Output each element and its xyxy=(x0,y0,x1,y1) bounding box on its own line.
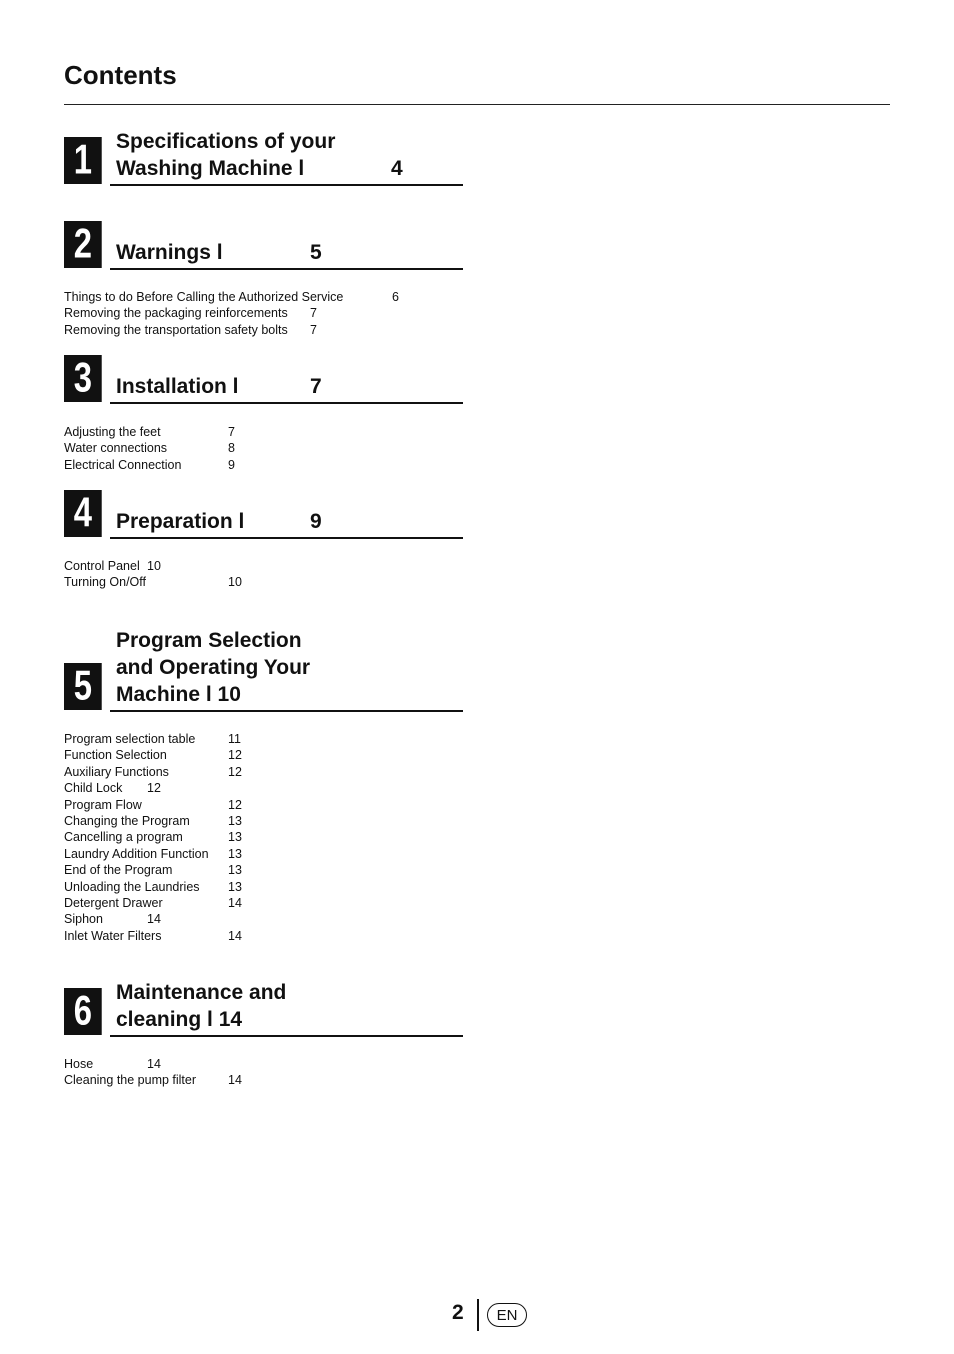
section-number-badge: 3 xyxy=(64,355,102,402)
section-divider xyxy=(110,537,463,539)
footer-page-number: 2 xyxy=(452,1301,464,1324)
section-number-badge: 4 xyxy=(64,490,102,537)
section-title[interactable]: Installation l 7 xyxy=(116,375,322,398)
section-title[interactable]: Warnings l 5 xyxy=(116,241,322,264)
section-header xyxy=(64,491,464,537)
section-number-badge: 6 xyxy=(64,988,102,1035)
section-header xyxy=(64,126,464,184)
section-header xyxy=(64,626,464,710)
section-2: 2 Warnings l 5 Things to do Before Calling the Authorized Service 6 Removing the packaging reinforcements 7 Removing the transportation safety bolts 7 xyxy=(64,222,464,268)
section-6: 6 Maintenance and cleaning l 14 Hose 14 Cleaning the pump filter 14 xyxy=(64,979,464,1035)
section-title[interactable]: Maintenance and cleaning l 14 xyxy=(116,981,287,1031)
section-5: 5 Program Selection and Operating Your Machine l 10 Program selection table 11 Function Selection 12 Auxiliary Functions 12 Child Lock 12 Program Flow 12 Changing the Program 13 Cancelling a program 13 Laundry Addition Function 13 End of the Program 13 Unloading the Laundries 13 Detergent Drawer 14 Siphon 14 Inlet Water Filters 14 xyxy=(64,626,464,710)
section-1 xyxy=(64,126,464,184)
section-title[interactable]: Program Selection and Operating Your Machine l 10 xyxy=(116,629,311,706)
footer-divider xyxy=(477,1299,479,1331)
section-number-badge: 1 xyxy=(64,137,102,184)
section-title[interactable]: Preparation l 9 xyxy=(116,510,322,533)
section-divider xyxy=(110,184,463,186)
section-divider xyxy=(110,268,463,270)
section-title[interactable]: Specifications of your Washing Machine l 4 xyxy=(116,130,403,180)
section-page: 5 xyxy=(310,241,322,264)
section-number-badge: 2 xyxy=(64,221,102,268)
section-header xyxy=(64,356,464,402)
section-divider xyxy=(110,710,463,712)
section-divider xyxy=(110,1035,463,1037)
section-3: 3 Installation l 7 Adjusting the feet 7 Water connections 8 Electrical Connection 9 xyxy=(64,356,464,402)
language-badge: EN xyxy=(487,1303,527,1327)
section-page: 7 xyxy=(310,375,322,398)
section-page: 4 xyxy=(391,157,403,180)
section-page: 9 xyxy=(310,510,322,533)
page-title: Contents xyxy=(64,60,177,90)
section-4: 4 Preparation l 9 Control Panel 10 Turning On/Off 10 xyxy=(64,491,464,537)
section-header xyxy=(64,979,464,1035)
title-divider xyxy=(64,104,890,105)
section-header xyxy=(64,222,464,268)
section-divider xyxy=(110,402,463,404)
section-number-badge: 5 xyxy=(64,663,102,710)
